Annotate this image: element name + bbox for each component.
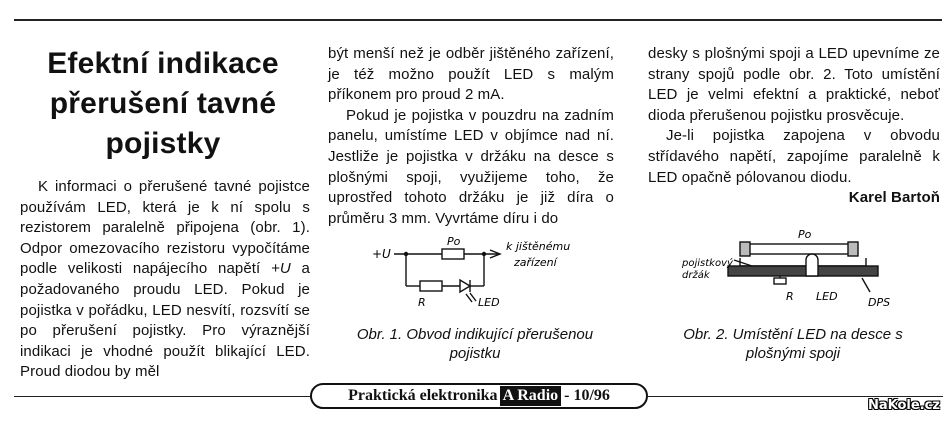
figure-1-schematic — [360, 228, 570, 316]
figure-1-caption-line-2: pojistku — [449, 345, 501, 362]
top-rule — [14, 19, 942, 21]
paragraph-intro-text-a: K informaci o přerušené tavné pojistce používám LED, která je k ní spolu s rezistorem paralelně připojena (obr. 1). Odpor omezovacího rezistoru vypočítáme podle velikosti napájecího napětí — [20, 178, 310, 278]
holder-outline — [740, 258, 866, 266]
figure-1-caption-line-1: Obr. 1. Obvod indikující přerušenou — [356, 326, 594, 343]
figure-2-caption — [648, 325, 938, 363]
paragraph-intro — [20, 177, 310, 383]
led-diode-symbol — [460, 280, 470, 292]
label-target-1: k jištěnému — [506, 240, 570, 253]
fuse-cap-left — [740, 242, 750, 256]
paragraph-ac: Je-li pojistka zapojena v obvodu střídavého napětí, zapojíme paralelně k LED opačně pólovanou diodu. — [648, 127, 940, 186]
title-line-2: přerušení tavné — [49, 87, 277, 120]
article-title — [18, 44, 308, 164]
label-po: Po — [447, 235, 461, 248]
figure-2-caption-line-2: plošnými spoji — [745, 345, 841, 362]
title-line-1: Efektní indikace — [47, 47, 279, 80]
resistor-symbol — [420, 281, 442, 291]
label-holder-2: držák — [682, 270, 710, 281]
label-led: LED — [816, 290, 838, 303]
voltage-symbol: +U — [271, 260, 291, 278]
resistor-body — [774, 278, 786, 284]
label-r: R — [786, 290, 794, 303]
holder-pointer — [734, 260, 752, 266]
figure-1-caption — [330, 325, 620, 363]
fuse-body — [744, 244, 854, 254]
label-dps: DPS — [868, 296, 891, 309]
column-1 — [20, 177, 310, 383]
magazine-name: Praktická elektronika — [348, 387, 498, 404]
figure-2-pcb-drawing — [680, 226, 920, 316]
title-line-3: pojistky — [105, 127, 221, 160]
paragraph-intro-text-b: a požadovaného proudu LED. Pokud je pojistka v pořádku, LED nesvítí, rozsvítí se po přerušení pojistky. Pro výraznější indikaci je vhodné použít blikající LED. Proud diodou by měl — [20, 260, 310, 381]
column-2 — [328, 44, 614, 229]
footer-rule-right — [648, 396, 943, 397]
label-r: R — [418, 296, 426, 309]
label-target-2: zařízení — [514, 256, 557, 269]
label-holder-1: pojistkový — [682, 258, 733, 269]
magazine-footer — [310, 383, 648, 409]
paragraph-mounting: desky s plošnými spoji a LED upevníme ze strany spojů podle obr. 2. Toto umístění LED je velmi efektní a praktické, neboť dioda přerušenou pojistku prosvěcuje. — [648, 45, 940, 124]
junction-right — [482, 252, 486, 256]
paragraph-panel: Pokud je pojistka v pouzdru na zadním panelu, umístíme LED v objímce nad ní. Jestliže je pojistka v držáku na desce s plošnými spoji, využijeme toho, že uprostřed tohoto držáku je již díra o průměru 3 mm. Vyvrtáme díru i do — [328, 106, 614, 227]
figure-2-caption-line-1: Obr. 2. Umístění LED na desce s — [683, 326, 903, 343]
author: Karel Bartoň — [848, 189, 940, 207]
label-led: LED — [478, 296, 500, 309]
pcb-board — [728, 266, 878, 276]
paragraph-continuation: být menší než je odběr jištěného zařízení, je též možno použít LED s malým příkonem pro proud 2 mA. — [328, 45, 614, 104]
junction-left — [404, 252, 408, 256]
column-3 — [648, 44, 940, 209]
label-u: +U — [372, 247, 391, 261]
dps-pointer — [862, 278, 870, 292]
footer-rule-left — [14, 396, 314, 397]
magazine-issue: - 10/96 — [564, 387, 610, 404]
magazine-name-inverted: A Radio — [500, 386, 562, 406]
fuse-symbol — [442, 249, 464, 259]
led-body — [806, 254, 818, 276]
label-po: Po — [798, 228, 812, 241]
fuse-cap-right — [848, 242, 858, 256]
site-watermark: NaKole.cz — [868, 398, 940, 413]
